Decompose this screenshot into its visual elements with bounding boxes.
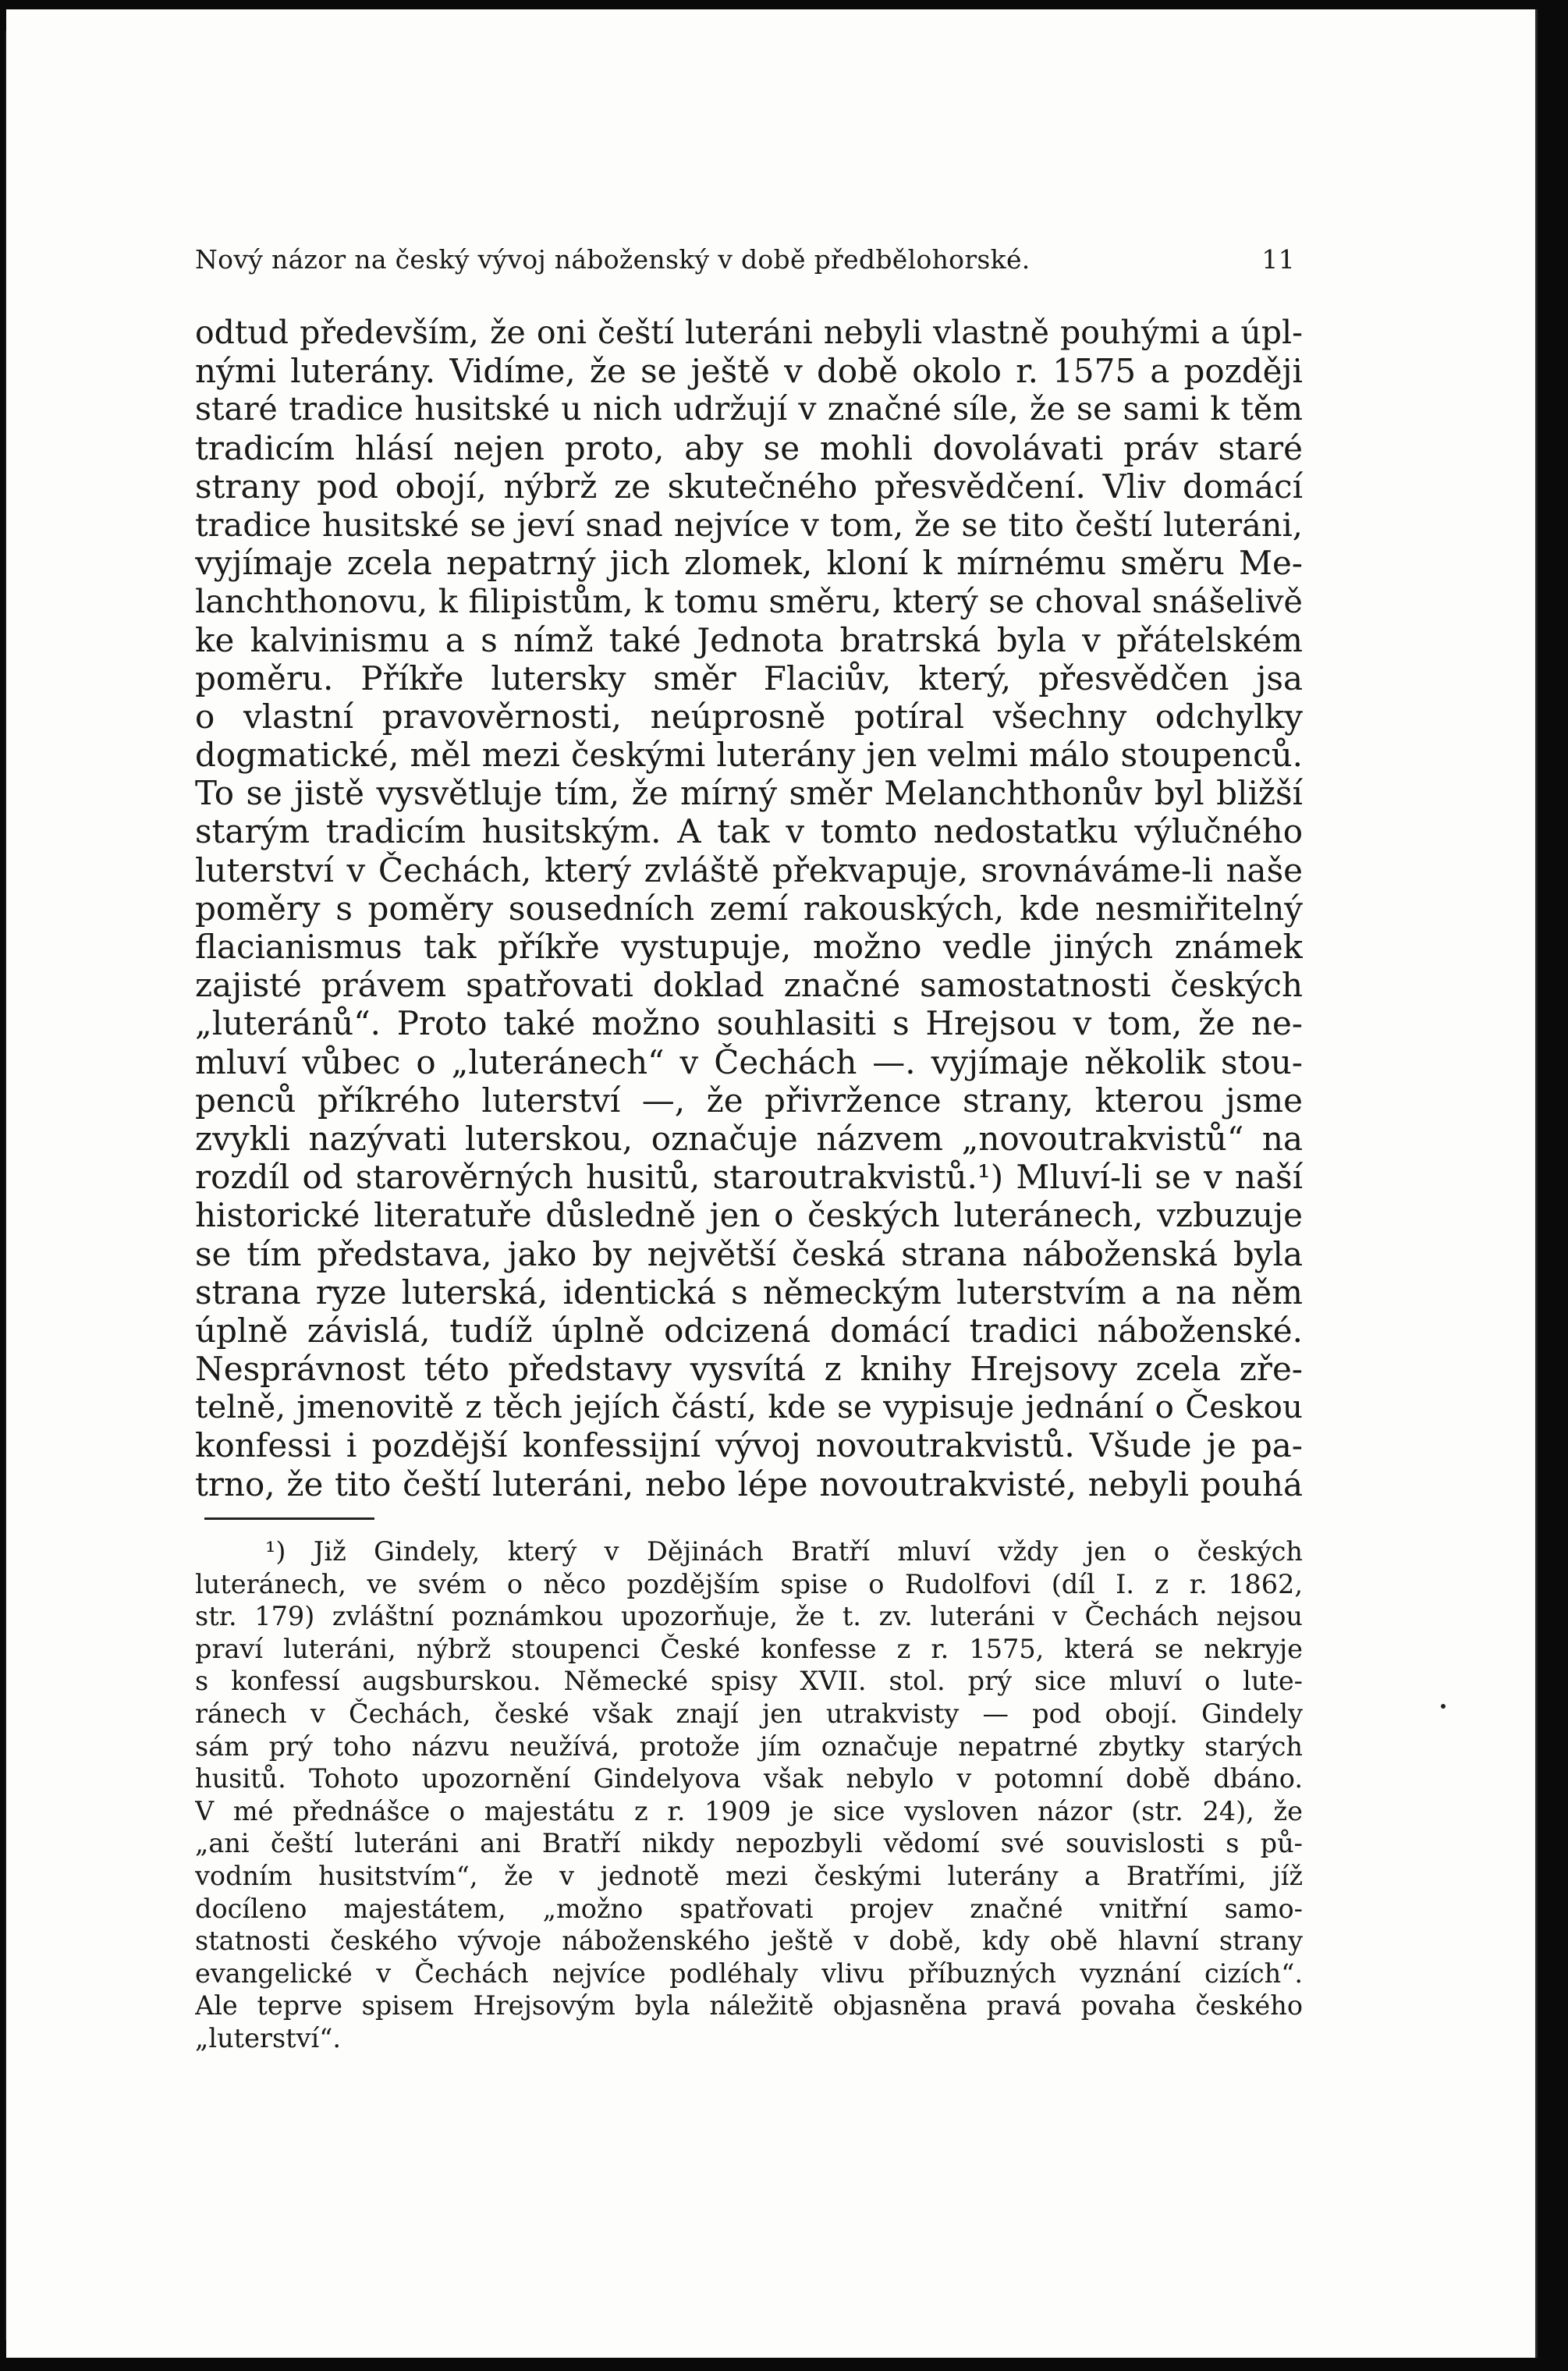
footnote-line: vodním husitstvím“, že v jednotě mezi českými luterány a Bratřími, jíž [195, 1860, 1303, 1891]
body-line: o vlastní pravověrnosti, neúprosně potíral všechny odchylky [195, 697, 1303, 736]
body-line: úplně závislá, tudíž úplně odcizená domácí tradici náboženské. [195, 1311, 1303, 1350]
footnote-line: str. 179) zvláštní poznámkou upozorňuje, že t. zv. luteráni v Čechách nejsou [195, 1601, 1303, 1632]
body-line: poměry s poměry sousedních zemí rakouských, kde nesmiřitelný [195, 889, 1303, 928]
body-line: penců příkrého luterství —, že přivržence strany, kterou jsme [195, 1081, 1303, 1120]
body-line: strana ryze luterská, identická s německým luterstvím a na něm [195, 1272, 1303, 1312]
body-line: „luteránů“. Proto také možno souhlasiti s Hrejsou v tom, že ne- [195, 1004, 1303, 1043]
footnote-line: praví luteráni, nýbrž stoupenci České konfesse z r. 1575, která se nekryje [195, 1633, 1303, 1664]
body-line: lanchthonovu, k filipistům, k tomu směru, který se choval snášelivě [195, 582, 1303, 621]
body-line: konfessi i pozdější konfessijní vývoj novoutrakvistů. Všude je pa- [195, 1426, 1303, 1465]
body-line: dogmatické, měl mezi českými luterány jen velmi málo stoupenců. [195, 736, 1303, 775]
footnote-line: statnosti českého vývoje náboženského ještě v době, kdy obě hlavní strany [195, 1926, 1303, 1957]
footnote-line: evangelické v Čechách nejvíce podléhaly vlivu příbuzných vyznání cizích“. [195, 1957, 1303, 1989]
footnote [195, 1535, 1303, 2055]
footnote-line: Ale teprve spisem Hrejsovým byla náležitě objasněna pravá povaha českého [195, 1990, 1303, 2021]
body-line: historické literatuře důsledně jen o českých luteránech, vzbuzuje [195, 1196, 1303, 1235]
page-number: 11 [1261, 244, 1295, 275]
body-line: telně, jmenovitě z těch jejích částí, kde se vypisuje jednání o Českou [195, 1388, 1303, 1426]
body-line: poměru. Příkře lutersky směr Flaciův, který, přesvědčen jsa [195, 658, 1303, 697]
body-line: flacianismus tak příkře vystupuje, možno vedle jiných známek [195, 928, 1303, 966]
body-line: tradicím hlásí nejen proto, aby se mohli dovolávati práv staré [195, 428, 1303, 467]
body-line: To se jistě vysvětluje tím, že mírný směr Melanchthonův byl bližší [195, 774, 1303, 813]
body-line: rozdíl od starověrných husitů, staroutrakvistů.¹) Mluví-li se v naší [195, 1158, 1303, 1197]
footnote-line: ¹) Již Gindely, který v Dějinách Bratří mluví vždy jen o českých [265, 1536, 1303, 1567]
footnote-line: ránech v Čechách, české však znají jen utrakvisty — pod obojí. Gindely [195, 1698, 1303, 1729]
body-line: staré tradice husitské u nich udržují v značné síle, že se sami k těm [195, 390, 1303, 428]
footnote-line: „ani čeští luteráni ani Bratří nikdy nepozbyli vědomí své souvislosti s pů- [195, 1828, 1303, 1859]
body-line: Nesprávnost této představy vysvítá z knihy Hrejsovy zcela zře- [195, 1350, 1303, 1389]
footnote-separator [204, 1517, 374, 1520]
body-line: mluví vůbec o „luteránech“ v Čechách —. vyjímaje několik stou- [195, 1042, 1303, 1081]
body-line: vyjímaje zcela nepatrný jich zlomek, kloní k mírnému směru Me- [195, 544, 1303, 583]
body-line: zvykli nazývati luterskou, označuje názvem „novoutrakvistů“ na [195, 1119, 1303, 1158]
footnote-line: sám prý toho názvu neužívá, protože jím označuje nepatrné zbytky starých [195, 1730, 1303, 1762]
body-line: nými luterány. Vidíme, že se ještě v době okolo r. 1575 a později [195, 352, 1303, 391]
footnote-line: V mé přednášce o majestátu z r. 1909 je sice vysloven názor (str. 24), že [195, 1795, 1303, 1826]
scan-speck [1441, 1704, 1446, 1709]
footnote-line: luteránech, ve svém o něco pozdějším spise o Rudolfovi (díl I. z r. 1862, [195, 1568, 1303, 1599]
body-line: starým tradicím husitským. A tak v tomto nedostatku výlučného [195, 812, 1303, 851]
body-line: tradice husitské se jeví snad nejvíce v tom, že se tito čeští luteráni, [195, 505, 1303, 544]
body-line: luterství v Čechách, který zvláště překvapuje, srovnáváme-li naše [195, 850, 1303, 889]
body-line: zajisté právem spatřovati doklad značné samostatnosti českých [195, 966, 1303, 1005]
body-line: trno, že tito čeští luteráni, nebo lépe novoutrakvisté, nebyli pouhá [195, 1464, 1303, 1503]
body-text [195, 314, 1303, 1503]
body-line: ke kalvinismu a s nímž také Jednota bratrská byla v přátelském [195, 620, 1303, 659]
footnote-line: s konfessí augsburskou. Německé spisy XVII. stol. prý sice mluví o lute- [195, 1666, 1303, 1697]
body-line: odtud především, že oni čeští luteráni nebyli vlastně pouhými a úpl- [195, 314, 1303, 351]
footnote-line: docíleno majestátem, „možno spatřovati projev značné vnitřní samo- [195, 1893, 1303, 1924]
body-line: se tím představa, jako by největší česká strana náboženská byla [195, 1234, 1303, 1273]
running-head-title: Nový názor na český vývoj náboženský v době předbělohorské. [195, 244, 1031, 275]
running-head [195, 240, 1303, 279]
footnote-line: „luterství“. [195, 2022, 342, 2053]
body-line: strany pod obojí, nýbrž ze skutečného přesvědčení. Vliv domácí [195, 467, 1303, 506]
footnote-line: husitů. Tohoto upozornění Gindelyova však nebylo v potomní době dbáno. [195, 1763, 1303, 1794]
